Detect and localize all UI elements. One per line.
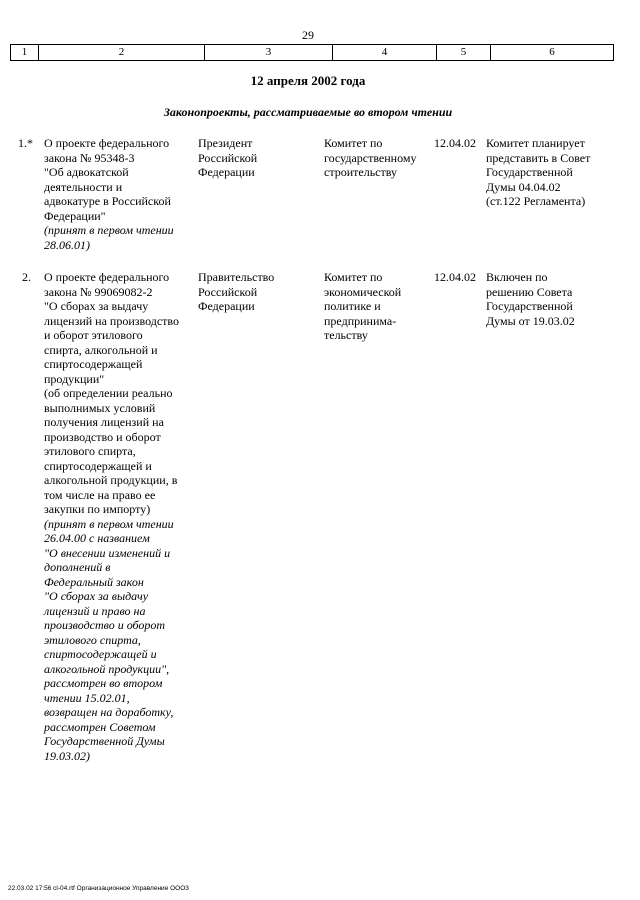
- bill-title-line: 26.04.00 с названием: [44, 531, 150, 545]
- row-1-note: [486, 136, 612, 209]
- row-2-bill-title: [44, 270, 194, 763]
- bill-title-line: закупки по импорту): [44, 502, 151, 516]
- row-1-committee: [324, 136, 428, 180]
- bill-title-line: "О сборах за выдачу: [44, 299, 149, 313]
- bill-title-line: и оборот этилового: [44, 328, 143, 342]
- bill-title-line: деятельности и: [44, 179, 123, 194]
- initiator-line: Российской: [198, 284, 258, 299]
- date-heading: 12 апреля 2002 года: [250, 73, 366, 88]
- bill-title-line: алкогольной продукции",: [44, 661, 170, 676]
- row-1-number: 1.*: [18, 136, 33, 150]
- bill-title-line: адвокатуре в Российской: [44, 194, 171, 208]
- initiator-line: Российской: [198, 150, 258, 165]
- note-line: Государственной: [486, 299, 573, 313]
- row-2-initiator: [198, 270, 318, 314]
- bill-title-line: О проекте федерального: [44, 136, 170, 150]
- bill-title-line: рассмотрен во втором: [44, 676, 163, 690]
- bill-title-line: спирта, алкогольной и: [44, 342, 158, 357]
- bill-title-line: спиртосодержащей и: [44, 458, 152, 473]
- bill-title-line: Федерации": [44, 208, 106, 223]
- committee-line: политике и: [324, 299, 381, 313]
- bill-title-line: (об определении реально: [44, 386, 173, 400]
- bill-title-line: рассмотрен Советом: [44, 719, 156, 734]
- bill-title-line: получения лицензий на: [44, 415, 164, 429]
- committee-line: Комитет по: [324, 136, 383, 150]
- bill-title-line: Государственной Думы: [44, 734, 165, 748]
- committee-line: строительству: [324, 165, 397, 179]
- row-1-initiator: [198, 136, 318, 180]
- column-number-6: 6: [549, 46, 555, 58]
- row-1-bill-title: [44, 136, 194, 252]
- bill-title-line: дополнений в: [44, 560, 111, 574]
- bill-title-line: "О внесении изменений и: [44, 545, 171, 560]
- bill-title-line: закона № 99069082-2: [44, 284, 153, 299]
- bill-title-line: закона № 95348-3: [44, 150, 135, 165]
- bill-title-line: 28.06.01): [44, 237, 90, 252]
- note-line: Думы 04.04.02: [486, 179, 561, 194]
- bill-title-line: О проекте федерального: [44, 270, 170, 284]
- note-line: Комитет планирует: [486, 136, 585, 150]
- bill-title-line: том числе на право ее: [44, 487, 156, 502]
- column-number-4: 4: [333, 45, 437, 60]
- bill-title-line: (принят в первом чтении: [44, 223, 174, 237]
- bill-title-line: производство и оборот: [44, 618, 166, 632]
- bill-title-line: Федеральный закон: [44, 574, 144, 589]
- bill-title-line: чтении 15.02.01,: [44, 690, 130, 705]
- bill-title-line: этилового спирта,: [44, 444, 136, 458]
- initiator-line: Правительство: [198, 270, 275, 284]
- bill-title-line: лицензий и право на: [44, 603, 146, 618]
- note-line: представить в Совет: [486, 150, 591, 165]
- note-line: Государственной: [486, 165, 573, 179]
- column-number-3: 3: [205, 45, 333, 60]
- initiator-line: Федерации: [198, 299, 255, 313]
- column-number-1: 1: [11, 45, 39, 60]
- bill-title-line: "Об адвокатской: [44, 165, 129, 179]
- bill-title-line: 19.03.02): [44, 748, 90, 763]
- committee-line: Комитет по: [324, 270, 383, 284]
- bill-title-line: "О сборах за выдачу: [44, 589, 149, 603]
- bill-title-line: продукции": [44, 371, 105, 386]
- bill-title-line: спиртосодержащей и: [44, 647, 157, 661]
- note-line: Включен по: [486, 270, 548, 284]
- row-2-note: [486, 270, 612, 328]
- note-line: решению Совета: [486, 284, 573, 299]
- row-2-committee: [324, 270, 428, 343]
- note-line: (ст.122 Регламента): [486, 194, 586, 208]
- committee-line: предпринима-: [324, 313, 397, 328]
- note-line: Думы от 19.03.02: [486, 313, 575, 328]
- bill-title-line: спиртосодержащей: [44, 357, 143, 371]
- committee-line: государственному: [324, 150, 417, 165]
- column-number-2: 2: [39, 45, 205, 60]
- committee-line: экономической: [324, 284, 402, 299]
- bill-title-line: (принят в первом чтении: [44, 516, 174, 531]
- section-heading: Законопроекты, рассматриваемые во втором чтении: [163, 105, 453, 119]
- page-footer: 22.03.02 17:56 cl-04.rtf Организационное Управление ООО3: [8, 885, 189, 892]
- row-2-number: 2.: [22, 270, 31, 284]
- bill-title-line: выполнимых условий: [44, 400, 156, 415]
- row-2-date: 12.04.02: [434, 270, 476, 284]
- bill-title-line: лицензий на производство: [44, 313, 179, 328]
- committee-line: тельству: [324, 328, 368, 342]
- column-number-header: [10, 44, 614, 61]
- column-number-5: 5: [437, 45, 491, 60]
- row-1-date: 12.04.02: [434, 136, 476, 150]
- initiator-line: Федерации: [198, 165, 255, 179]
- page-number: 29: [302, 28, 314, 42]
- bill-title-line: этилового спирта,: [44, 632, 141, 647]
- bill-title-line: возвращен на доработку,: [44, 705, 174, 719]
- bill-title-line: алкогольной продукции, в: [44, 473, 178, 487]
- bill-title-line: производство и оборот: [44, 429, 161, 444]
- initiator-line: Президент: [198, 136, 253, 150]
